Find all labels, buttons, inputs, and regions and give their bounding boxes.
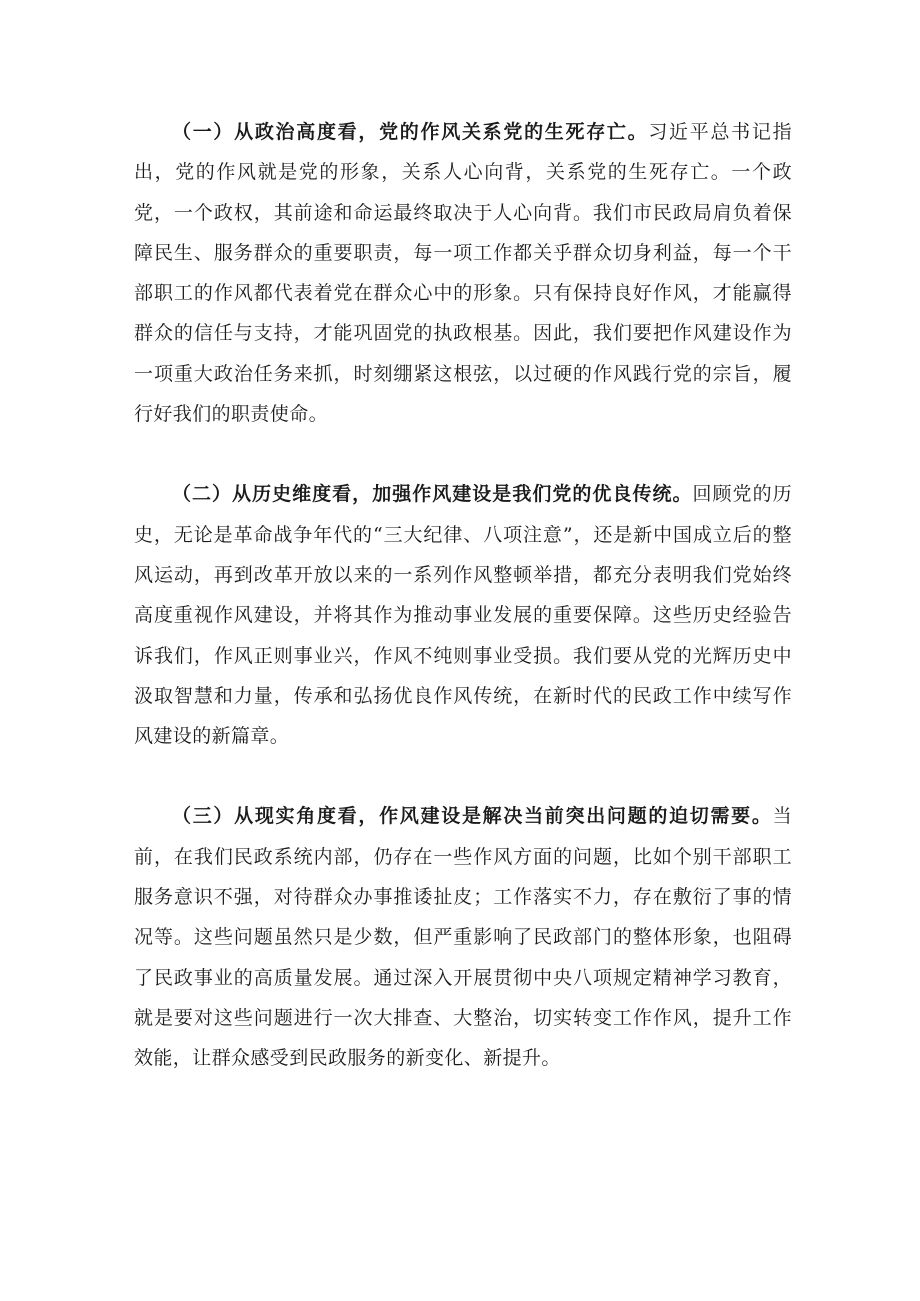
document-body	[134, 112, 792, 1079]
paragraph-heading: （三）从现实角度看，作风建设是解决当前突出问题的迫切需要。	[172, 805, 773, 828]
paragraph-historical	[134, 474, 792, 756]
paragraph-text: 当前，在我们民政系统内部，仍存在一些作风方面的问题，比如个别干部职工服务意识不强，对待群众办事推诿扯皮；工作落实不力，存在敷衍了事的情况等。这些问题虽然只是少数，但严重影响了民政部门的整体形象，也阻碍了民政事业的高质量发展。通过深入开展贯彻中央八项规定精神学习教育，就是要对这些问题进行一次大排查、大整治，切实转变工作作风，提升工作效能，让群众感受到民政服务的新变化、新提升。	[134, 805, 792, 1070]
paragraph-text: 回顾党的历史，无论是革命战争年代的“三大纪律、八项注意”，还是新中国成立后的整风运动，再到改革开放以来的一系列作风整顿举措，都充分表明我们党始终高度重视作风建设，并将其作为推动事业发展的重要保障。这些历史经验告诉我们，作风正则事业兴，作风不纯则事业受损。我们要从党的光辉历史中汲取智慧和力量，传承和弘扬优良作风传统，在新时代的民政工作中续写作风建设的新篇章。	[134, 483, 792, 748]
paragraph-practical	[134, 796, 792, 1078]
paragraph-heading: （一）从政治高度看，党的作风关系党的生死存亡。	[172, 121, 649, 143]
paragraph-text: 习近平总书记指出，党的作风就是党的形象，关系人心向背，关系党的生死存亡。一个政党，一个政权，其前途和命运最终取决于人心向背。我们市民政局肩负着保障民生、服务群众的重要职责，每一项工作都关乎群众切身利益，每一个干部职工的作风都代表着党在群众心中的形象。只有保持良好作风，才能赢得群众的信任与支持，才能巩固党的执政根基。因此，我们要把作风建设作为一项重大政治任务来抓，时刻绷紧这根弦，以过硬的作风践行党的宗旨，履行好我们的职责使命。	[134, 121, 792, 426]
paragraph-political	[134, 112, 792, 434]
paragraph-heading: （二）从历史维度看，加强作风建设是我们党的优良传统。	[172, 483, 693, 506]
